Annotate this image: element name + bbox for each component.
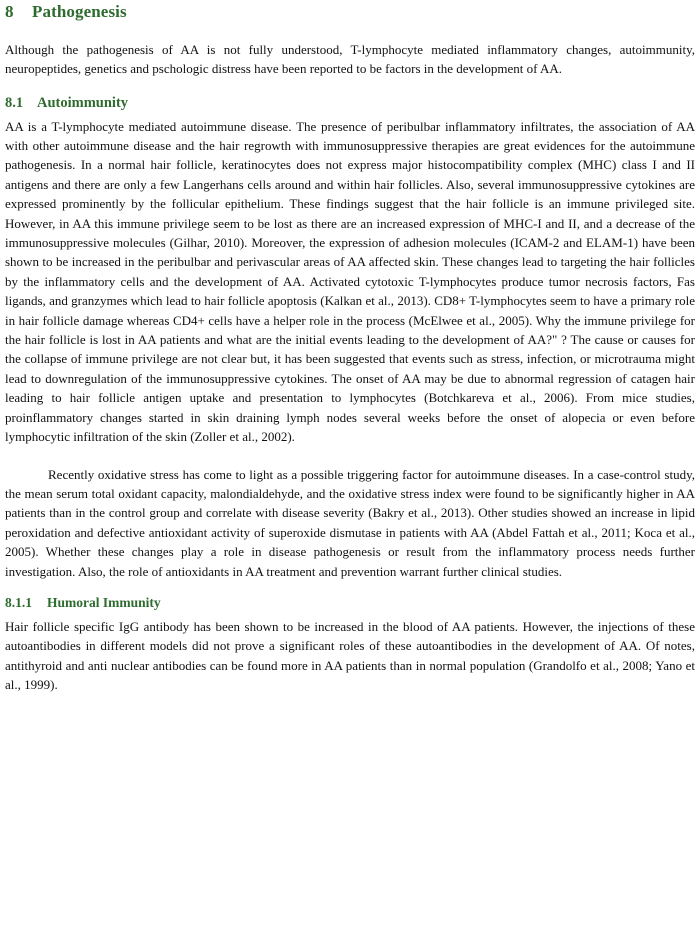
subsubsection-number: 8.1.1 bbox=[5, 594, 32, 610]
humoral-immunity-paragraph: Hair follicle specific IgG antibody has been shown to be increased in the blood of AA patients. However, the injections of these autoantibodies in different models did not prove a significant roles of these autoantibodies in the development of AA. Of notes, antithyroid and anti nuclear antibodies can be found more in AA patients than in normal population (Grandolfo et al., 2008; Yano et al., 1999). bbox=[5, 618, 695, 693]
autoimmunity-paragraph-2: Recently oxidative stress has come to light as a possible triggering factor for autoimmune diseases. In a case-control study, the mean serum total oxidant capacity, malondialdehyde, and the oxidative stress index were found to be significantly higher in AA patients than in the control group and correlate with disease severity (Bakry et al., 2013). Other studies showed an increase in lipid peroxidation and defective antioxidant activity of superoxide dismutase in patients with AA (Abdel Fattah et al., 2011; Koca et al., 2005). Whether these changes play a role in disease pathogenesis or result from the inflammatory process needs further investigation. Also, the role of antioxidants in AA treatment and prevention warrant further clinical studies. bbox=[5, 466, 695, 579]
subsection-heading bbox=[5, 94, 695, 112]
section-intro-paragraph: Although the pathogenesis of AA is not fully understood, T-lymphocyte mediated inflammatory changes, autoimmunity, neuropeptides, genetics and pschologic distress have been reported to be factors in the development of AA. bbox=[5, 42, 695, 77]
subsubsection-title: Humoral Immunity bbox=[47, 594, 161, 610]
section-number: 8 bbox=[5, 2, 14, 21]
subsection-title: Autoimmunity bbox=[37, 94, 129, 111]
section-title: Pathogenesis bbox=[32, 2, 127, 21]
subsection-number: 8.1 bbox=[5, 94, 24, 111]
autoimmunity-paragraph-1: AA is a T-lymphocyte mediated autoimmune disease. The presence of peribulbar inflammatory infiltrates, the association of AA with other autoimmune disease and the hair regrowth with immunosuppressive therapies are great evidences for the autoimmune pathogenesis. In a normal hair follicle, keratinocytes does not express major histocompatibility complex (MHC) class I and II antigens and there are only a few Langerhans cells around and within hair follicles. Also, several immunosuppressive cytokines are expressed prominently by the follicular epithelium. These findings suggest that the hair follicle is an immune privileged site. However, in AA this immune privilege seem to be lost as there are an increased expression of MHC-I and II, and a decrease of the immunosuppressive molecules (Gilhar, 2010). Moreover, the expression of adhesion molecules (ICAM-2 and ELAM-1) have been shown to be increased in the peribulbar and perivascular areas of AA affected skin. These changes lead to targeting the hair follicles by the inflammatory cells and the development of AA. Activated cytotoxic T-lymphocytes produce tumor necrosis factors, Fas ligands, and granzymes which lead to hair follicle apoptosis (Kalkan et al., 2013). CD8+ T-lymphocytes seem to have a primary role in hair follicle damage whereas CD4+ cells have a helper role in the process (McElwee et al., 2005). Why the immune privilege for the hair follicle is lost in AA patients and what are the initial events leading to the development of AA?" ? The cause or causes for the collapse of immune privilege are not clear but, it has been suggested that events such as stress, infection, or microtrauma might lead to downregulation of the immunosuppressive cytokines. The onset of AA may be due to abnormal regression of catagen hair leading to hair follicle antigen uptake and presentation to lymphocytes (Botchkareva et al., 2006). From mice studies, proinflammatory changes started in skin draining lymph nodes several weeks before the onset of alopecia or even before lymphocytic infiltration of the skin (Zoller et al., 2002). bbox=[5, 118, 695, 445]
section-heading bbox=[5, 0, 695, 22]
subsubsection-heading bbox=[5, 594, 695, 612]
